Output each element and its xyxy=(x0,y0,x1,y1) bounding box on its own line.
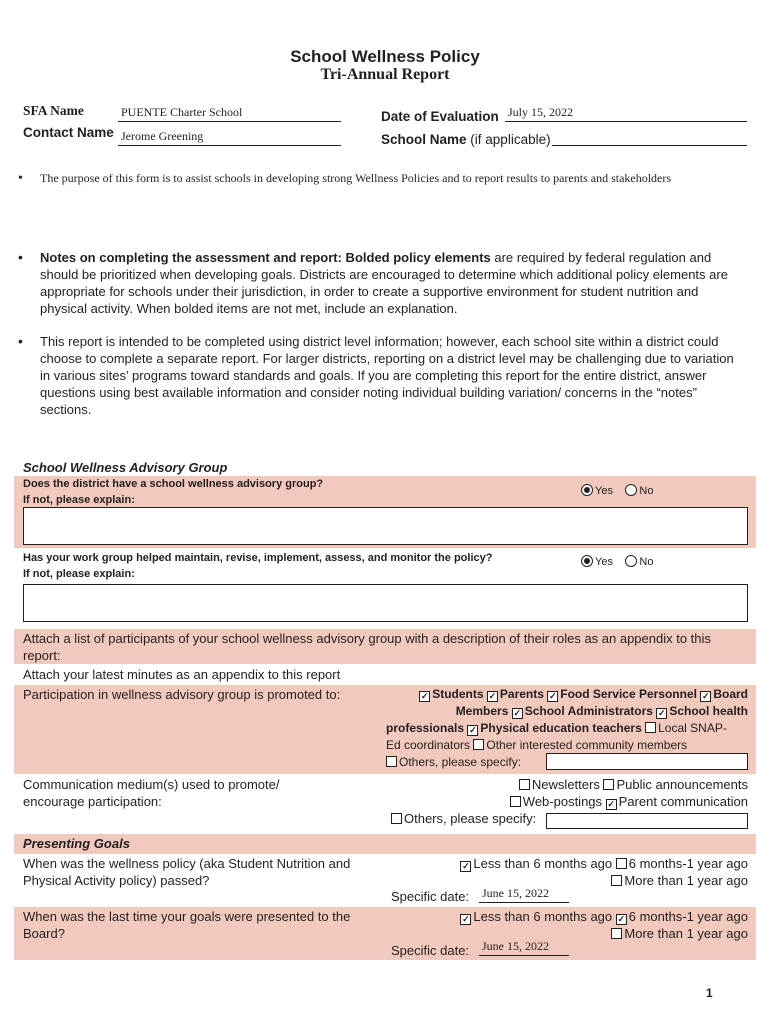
presenting-goals-heading: Presenting Goals xyxy=(23,836,130,851)
contact-name-label: Contact Name xyxy=(23,125,114,140)
contact-name-field[interactable] xyxy=(118,129,341,146)
bullet-dot: • xyxy=(18,333,23,349)
members-label: Members xyxy=(455,704,509,718)
promoted-row-1 xyxy=(386,686,748,703)
goals-q1-more1-checkbox[interactable] xyxy=(611,875,622,886)
bullet-dot: • xyxy=(18,249,23,265)
students-checkbox[interactable]: ✓ xyxy=(420,691,429,701)
goals-q1-less6-label: Less than 6 months ago xyxy=(473,856,613,871)
parents-label: Parents xyxy=(499,687,544,701)
goals-q1-more1-label: More than 1 year ago xyxy=(624,873,748,888)
goals-q2-more1-checkbox[interactable] xyxy=(611,928,622,939)
goals-q1-row-1 xyxy=(386,855,748,872)
pe-teachers-checkbox[interactable]: ✓ xyxy=(469,725,477,735)
goals-q2-less6-label: Less than 6 months ago xyxy=(473,909,613,924)
communication-row-2 xyxy=(386,793,748,810)
goals-q2-more1-label: More than 1 year ago xyxy=(624,926,748,941)
community-members-label: Other interested community members xyxy=(486,738,688,752)
goals-q1-question: When was the wellness policy (aka Student Nutrition and Physical Activity policy) passed? xyxy=(23,856,351,888)
parent-communication-label: Parent communication xyxy=(618,794,748,809)
promoted-row-4 xyxy=(386,737,748,754)
advisory-q1-radio-group xyxy=(581,481,661,499)
public-announcements-checkbox[interactable] xyxy=(603,779,614,790)
school-name-field[interactable] xyxy=(552,132,747,146)
page-subtitle: Tri-Annual Report xyxy=(320,66,450,83)
promoted-row-2 xyxy=(386,703,748,720)
advisory-q1-question: Does the district have a school wellness advisory group? xyxy=(23,478,324,490)
goals-q2-row-1 xyxy=(386,908,748,925)
school-admin-checkbox[interactable]: ✓ xyxy=(513,708,521,718)
school-health-checkbox[interactable]: ✓ xyxy=(658,708,666,718)
parent-communication-checkbox[interactable]: ✓ xyxy=(607,799,615,809)
advisory-heading: School Wellness Advisory Group xyxy=(23,460,228,475)
communication-others-checkbox[interactable] xyxy=(391,813,402,824)
advisory-q1-no-label: No xyxy=(639,485,654,497)
bullet-notes-text: are required by federal regulation and should be prioritized when developing goals. Districts are encouraged to determine which additional policy elements are appropriate for schools under their jurisdiction, in order to create a supportive environment for student nutrition and physical activity. When bolded items are not met, include an explanation. xyxy=(40,250,728,316)
goals-q2-question: When was the last time your goals were presented to the Board? xyxy=(23,909,351,941)
school-health-label: School health xyxy=(669,704,748,718)
advisory-q2-yes-radio[interactable] xyxy=(581,555,593,567)
page-number: 1 xyxy=(706,986,713,1000)
bullet-notes xyxy=(18,249,745,317)
bullet-notes-bold: Notes on completing the assessment and report: Bolded policy elements xyxy=(40,250,491,265)
date-of-evaluation-value: July 15, 2022 xyxy=(508,105,574,119)
goals-q1-less6-checkbox[interactable]: ✓ xyxy=(462,861,470,871)
goals-q2-less6-checkbox[interactable]: ✓ xyxy=(462,914,470,924)
sfa-name-value: PUENTE Charter School xyxy=(121,105,243,119)
goals-q2-specific-date-field[interactable] xyxy=(479,939,569,956)
promoted-others-checkbox[interactable] xyxy=(386,756,397,767)
newsletters-label: Newsletters xyxy=(531,777,600,792)
goals-q1-6to12-checkbox[interactable] xyxy=(616,858,627,869)
promoted-others-input[interactable] xyxy=(546,753,748,770)
date-of-evaluation-field[interactable] xyxy=(505,105,747,122)
advisory-q1-no-radio[interactable] xyxy=(625,484,637,496)
snap-ed-checkbox[interactable] xyxy=(645,722,656,733)
ed-coordinators-label: Ed coordinators xyxy=(386,738,471,752)
goals-q1-options xyxy=(386,855,748,889)
sfa-name-label: SFA Name xyxy=(23,103,84,118)
advisory-q2-explain-label: If not, please explain: xyxy=(23,568,135,580)
bullet-district xyxy=(18,333,745,418)
goals-q1-specific-date-value: June 15, 2022 xyxy=(482,886,549,900)
school-name-label-text: School Name xyxy=(381,132,467,147)
goals-q2-specific-date-value: June 15, 2022 xyxy=(482,939,549,953)
communication-row-1 xyxy=(386,776,748,793)
advisory-q2-yes-label: Yes xyxy=(595,556,613,568)
goals-q1-specific-date-field[interactable] xyxy=(479,886,569,903)
promoted-others-label: Others, please specify: xyxy=(399,755,522,769)
web-postings-checkbox[interactable] xyxy=(510,796,521,807)
community-members-checkbox[interactable] xyxy=(473,739,484,750)
professionals-label: professionals xyxy=(386,721,465,735)
advisory-q2-radio-group xyxy=(581,552,661,570)
goals-q2-6to12-label: 6 months-1 year ago xyxy=(628,909,748,924)
pe-teachers-label: Physical education teachers xyxy=(480,721,642,735)
advisory-q1-explain-label: If not, please explain: xyxy=(23,494,135,506)
school-name-suffix: (if applicable) xyxy=(470,132,551,147)
bullet-district-text: This report is intended to be completed using district level information; however, each school site within a district could choose to complete a separate report. For larger districts, reporting on a district level may be challenging due to variation in various sites’ programs toward standards and goals. If you are completing this report for the entire district, answer questions using best available information and consider noting individual building variation/ concerns in the “notes” sections. xyxy=(40,334,734,417)
goals-q2-options xyxy=(386,908,748,942)
newsletters-checkbox[interactable] xyxy=(519,779,530,790)
bullet-purpose-text: The purpose of this form is to assist schools in developing strong Wellness Policies and to report results to parents and stakeholders xyxy=(40,171,672,185)
bullet-purpose xyxy=(18,170,720,187)
parents-checkbox[interactable]: ✓ xyxy=(488,691,497,701)
advisory-q1-yes-radio[interactable] xyxy=(581,484,593,496)
attach-minutes-text: Attach your latest minutes as an appendix to this report xyxy=(23,667,341,682)
goals-q1-specific-date-label: Specific date: xyxy=(391,889,470,904)
students-label: Students xyxy=(432,687,484,701)
school-name-label xyxy=(381,132,551,147)
board-members-checkbox[interactable]: ✓ xyxy=(702,691,710,701)
promoted-label: Participation in wellness advisory group is promoted to: xyxy=(23,687,341,702)
bullet-dot: • xyxy=(18,171,23,186)
advisory-q2-question: Has your work group helped maintain, revise, implement, assess, and monitor the policy? xyxy=(23,552,493,564)
goals-q2-row-2 xyxy=(386,925,748,942)
food-service-label: Food Service Personnel xyxy=(560,687,697,701)
advisory-q2-explain-input[interactable] xyxy=(23,584,748,622)
goals-q1-row-2 xyxy=(386,872,748,889)
public-announcements-label: Public announcements xyxy=(616,777,748,792)
advisory-q2-no-radio[interactable] xyxy=(625,555,637,567)
communication-label: Communication medium(s) used to promote/ encourage participation: xyxy=(23,777,280,809)
communication-others-input[interactable] xyxy=(546,813,748,829)
board-label: Board xyxy=(713,687,748,701)
communication-others xyxy=(391,811,536,826)
snap-ed-label: Local SNAP- xyxy=(658,721,727,735)
date-of-evaluation-label: Date of Evaluation xyxy=(381,109,499,124)
advisory-q2-no-label: No xyxy=(639,556,654,568)
advisory-q1-yes-label: Yes xyxy=(595,485,613,497)
goals-q2-specific-date-label: Specific date: xyxy=(391,943,470,958)
food-service-checkbox[interactable]: ✓ xyxy=(548,691,557,701)
communication-others-label: Others, please specify: xyxy=(404,811,537,826)
page-title: School Wellness Policy xyxy=(290,47,480,66)
contact-name-value: Jerome Greening xyxy=(121,129,204,143)
web-postings-label: Web-postings xyxy=(522,794,603,809)
advisory-q1-explain-input[interactable] xyxy=(23,507,748,545)
goals-q1-6to12-label: 6 months-1 year ago xyxy=(628,856,748,871)
sfa-name-field[interactable] xyxy=(118,105,341,122)
attach-list-text: Attach a list of participants of your school wellness advisory group with a description of their roles as an appendix to this report: xyxy=(23,631,711,663)
communication-options xyxy=(386,776,748,810)
school-admin-label: School Administrators xyxy=(524,704,653,718)
promoted-row-3 xyxy=(386,720,748,737)
goals-q2-6to12-checkbox[interactable]: ✓ xyxy=(617,914,626,924)
